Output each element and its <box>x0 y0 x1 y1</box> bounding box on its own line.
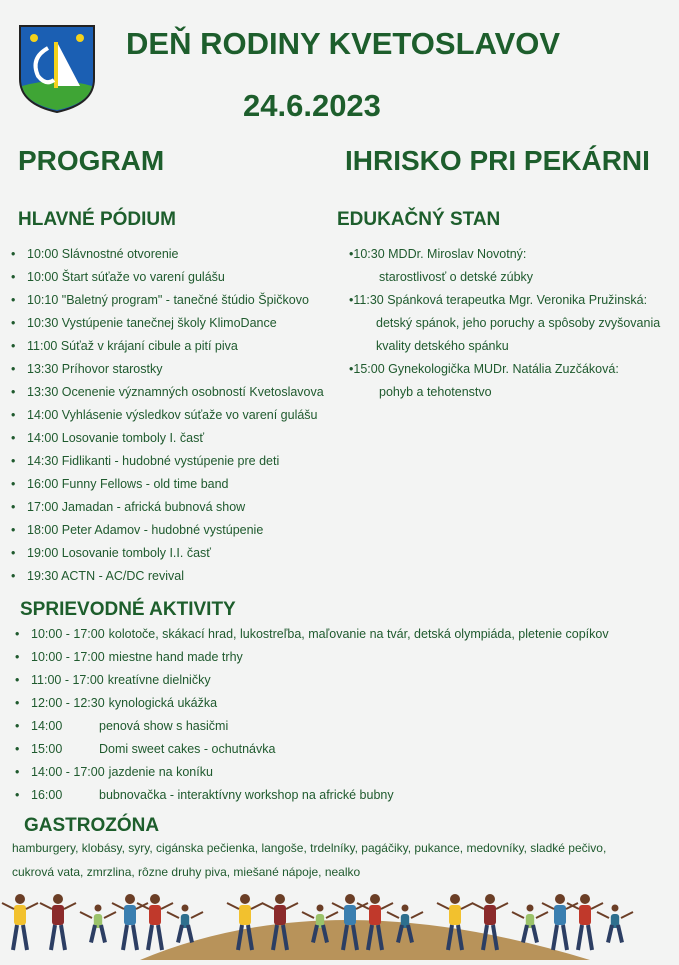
list-item <box>15 646 671 669</box>
list-item <box>15 669 671 692</box>
item-text: 13:30 Ocenenie významných osobností Kvetoslavova <box>27 385 324 399</box>
list-item <box>11 312 327 335</box>
bullet-icon: • <box>349 247 354 261</box>
bullet-icon: • <box>11 362 16 376</box>
list-item <box>11 519 327 542</box>
item-time: 12:00 - 12:30 <box>31 696 105 710</box>
list-item <box>15 715 671 738</box>
bullet-icon: • <box>11 316 16 330</box>
item-text: jazdenie na koníku <box>108 765 213 779</box>
item-text: 11:00 Súťaž v krájaní cibule a pití piva <box>27 339 238 353</box>
edu-tent-list <box>349 243 669 404</box>
bullet-icon: • <box>349 362 354 376</box>
bullet-icon: • <box>11 454 16 468</box>
gastro-heading: GASTROZÓNA <box>24 815 160 836</box>
bullet-icon: • <box>11 431 16 445</box>
list-item <box>11 266 327 289</box>
item-title: 11:30 Spánková terapeutka Mgr. Veronika Pružinská: <box>353 293 648 307</box>
bullet-icon: • <box>11 385 16 399</box>
list-item <box>15 784 671 807</box>
item-text: 10:10 "Baletný program" - tanečné štúdio Špičkovo <box>27 293 309 307</box>
bullet-icon: • <box>15 696 20 710</box>
bullet-icon: • <box>11 293 16 307</box>
item-text: 14:00 Vyhlásenie výsledkov súťaže vo varení gulášu <box>27 408 318 422</box>
bullet-icon: • <box>11 523 16 537</box>
item-text: 19:00 Losovanie tomboly I.I. časť <box>27 546 211 560</box>
dancer-figure <box>80 905 116 943</box>
item-text: 14:30 Fidlikanti - hudobné vystúpenie pre deti <box>27 454 280 468</box>
list-item <box>349 243 669 266</box>
dancer-figure <box>597 905 633 943</box>
dancer-figure <box>2 894 38 950</box>
item-detail: detský spánok, jeho poruchy a spôsoby zvyšovania <box>376 316 661 330</box>
bullet-icon: • <box>11 408 16 422</box>
venue-heading: IHRISKO PRI PEKÁRNI <box>345 145 650 176</box>
activities-list <box>15 623 671 807</box>
activities-heading: SPRIEVODNÉ AKTIVITY <box>20 599 236 620</box>
program-heading: PROGRAM <box>18 145 165 176</box>
dancer-figure <box>512 905 548 943</box>
list-item <box>15 623 671 646</box>
list-item <box>15 738 671 761</box>
item-text: Domi sweet cakes - ochutnávka <box>99 742 276 756</box>
item-text: 17:00 Jamadan - africká bubnová show <box>27 500 246 514</box>
list-item <box>15 692 671 715</box>
bullet-icon: • <box>11 500 16 514</box>
dancer-figure <box>167 905 203 943</box>
item-detail: kvality detského spánku <box>376 339 509 353</box>
list-item <box>11 473 327 496</box>
item-text: bubnovačka - interaktívny workshop na africké bubny <box>99 788 394 802</box>
edu-tent-heading: EDUKAČNÝ STAN <box>337 209 501 230</box>
item-text: 10:00 Slávnostné otvorenie <box>27 247 179 261</box>
item-time: 14:00 <box>31 719 63 733</box>
gastro-line-2: cukrová vata, zmrzlina, rôzne druhy piva, miešané nápoje, nealko <box>12 865 361 879</box>
event-date: 24.6.2023 <box>243 88 381 123</box>
bullet-icon: • <box>15 742 20 756</box>
dancer-figure <box>542 894 578 950</box>
item-text: miestne hand made trhy <box>108 650 243 664</box>
item-text: 10:30 Vystúpenie tanečnej školy KlimoDance <box>27 316 277 330</box>
item-text: 14:00 Losovanie tomboly I. časť <box>27 431 205 445</box>
item-detail: starostlivosť o detské zúbky <box>379 270 534 284</box>
coat-of-arms-logo <box>18 24 96 114</box>
list-item <box>11 565 327 588</box>
bullet-icon: • <box>15 765 20 779</box>
bullet-icon: • <box>15 673 20 687</box>
item-text: 16:00 Funny Fellows - old time band <box>27 477 229 491</box>
list-item <box>11 542 327 565</box>
bullet-icon: • <box>15 650 20 664</box>
item-detail: pohyb a tehotenstvo <box>379 385 492 399</box>
bullet-icon: • <box>11 247 16 261</box>
list-item <box>11 243 327 266</box>
bullet-icon: • <box>11 270 16 284</box>
list-item <box>349 358 669 381</box>
item-text: 10:00 Štart súťaže vo varení gulášu <box>27 270 225 284</box>
item-time: 16:00 <box>31 788 63 802</box>
list-item <box>11 496 327 519</box>
item-text: kolotoče, skákací hrad, lukostreľba, maľovanie na tvár, detská olympiáda, pletenie copíkov <box>108 627 609 641</box>
bullet-icon: • <box>11 569 16 583</box>
bullet-icon: • <box>11 477 16 491</box>
dancer-figure <box>112 894 148 950</box>
item-time: 10:00 - 17:00 <box>31 627 105 641</box>
bullet-icon: • <box>15 627 20 641</box>
item-text: kreatívne dielničky <box>107 673 211 687</box>
item-text: 18:00 Peter Adamov - hudobné vystúpenie <box>27 523 264 537</box>
main-stage-list <box>11 243 327 588</box>
item-time: 10:00 - 17:00 <box>31 650 105 664</box>
bullet-icon: • <box>11 546 16 560</box>
item-time: 15:00 <box>31 742 63 756</box>
list-item <box>349 289 669 312</box>
list-item <box>11 427 327 450</box>
list-item <box>11 358 327 381</box>
list-item <box>11 381 327 404</box>
bullet-icon: • <box>11 339 16 353</box>
main-stage-heading: HLAVNÉ PÓDIUM <box>18 209 176 230</box>
list-item <box>15 761 671 784</box>
list-item <box>11 289 327 312</box>
dancer-figure <box>137 894 173 950</box>
list-item <box>11 450 327 473</box>
dancer-figure <box>567 894 603 950</box>
item-title: 15:00 Gynekologička MUDr. Natália Zuzčáková: <box>353 362 619 376</box>
list-item <box>11 404 327 427</box>
dancing-people-illustration <box>0 885 679 960</box>
gastro-line-1: hamburgery, klobásy, syry, cigánska pečienka, langoše, trdelníky, pagáčiky, pukance, medovníky, sladké pečivo, <box>12 841 607 855</box>
dancer-figure <box>40 894 76 950</box>
bullet-icon: • <box>15 788 20 802</box>
bullet-icon: • <box>15 719 20 733</box>
item-text: penová show s hasičmi <box>99 719 229 733</box>
item-time: 11:00 - 17:00 <box>31 673 104 687</box>
item-text: kynologická ukážka <box>108 696 218 710</box>
bullet-icon: • <box>349 293 354 307</box>
item-title: 10:30 MDDr. Miroslav Novotný: <box>353 247 527 261</box>
list-item <box>11 335 327 358</box>
event-title: DEŇ RODINY KVETOSLAVOV <box>126 26 561 61</box>
item-time: 14:00 - 17:00 <box>31 765 105 779</box>
item-text: 13:30 Príhovor starostky <box>27 362 163 376</box>
item-text: 19:30 ACTN - AC/DC revival <box>27 569 184 583</box>
